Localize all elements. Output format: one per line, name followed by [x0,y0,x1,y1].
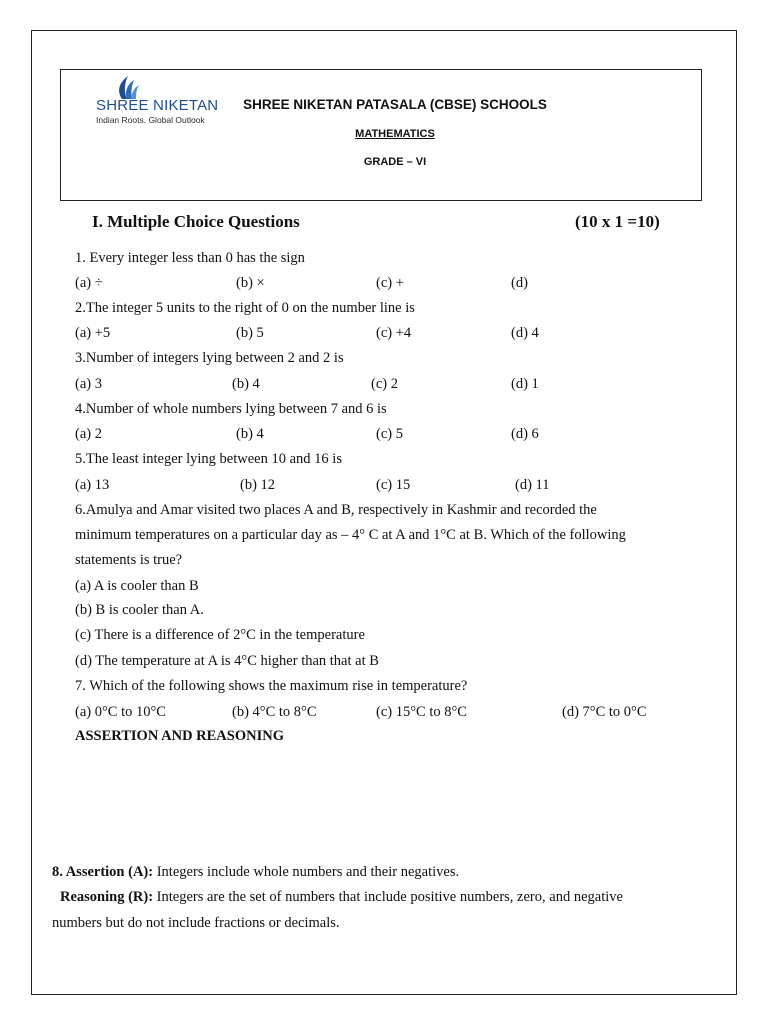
reasoning-label: Reasoning (R): [60,889,154,905]
q5-option-d: (d) 11 [515,477,550,493]
q2-option-d: (d) 4 [511,325,539,341]
q2-option-a: (a) +5 [75,325,111,341]
section-title-assertion: ASSERTION AND REASONING [75,728,284,744]
school-logo [94,74,224,126]
q7-option-b: (b) 4°C to 8°C [232,704,317,720]
assertion-label: 8. Assertion (A): [52,864,154,880]
q3-option-a: (a) 3 [75,376,102,392]
question-6-line-2: minimum temperatures on a particular day as – 4° C at A and 1°C at B. Which of the following [75,527,626,543]
grade-label: GRADE – VI [363,156,427,168]
q2-option-b: (b) 5 [236,325,264,341]
q4-option-c: (c) 5 [376,426,403,442]
q4-option-b: (b) 4 [236,426,264,442]
q2-option-c: (c) +4 [376,325,412,341]
q3-option-d: (d) 1 [511,376,539,392]
q5-option-b: (b) 12 [240,477,276,493]
question-8-reasoning [60,889,623,906]
question-5: 5.The least integer lying between 10 and 16 is [75,451,342,467]
section-title-mcq: I. Multiple Choice Questions [92,212,300,231]
section-marks: (10 x 1 =10) [575,212,660,231]
q4-option-a: (a) 2 [75,426,102,442]
q7-option-a: (a) 0°C to 10°C [75,704,166,720]
logo-name: SHREE NIKETAN [96,97,219,114]
question-7: 7. Which of the following shows the maximum rise in temperature? [75,678,468,694]
assertion-text: Integers include whole numbers and their negatives. [153,864,460,880]
q3-option-c: (c) 2 [371,376,398,392]
question-1: 1. Every integer less than 0 has the sign [75,250,305,266]
question-3: 3.Number of integers lying between 2 and 2 is [75,350,344,366]
q7-option-c: (c) 15°C to 8°C [376,704,467,720]
q5-option-a: (a) 13 [75,477,110,493]
school-name: SHREE NIKETAN PATASALA (CBSE) SCHOOLS [243,97,547,112]
q3-option-b: (b) 4 [232,376,260,392]
q1-option-b: (b) × [236,275,265,291]
q6-option-a: (a) A is cooler than B [75,578,199,594]
q5-option-c: (c) 15 [376,477,411,493]
question-2: 2.The integer 5 units to the right of 0 on the number line is [75,300,415,316]
logo-tagline: Indian Roots. Global Outlook [96,115,205,125]
question-8-assertion [52,864,459,881]
reasoning-text: Integers are the set of numbers that include positive numbers, zero, and negative [153,889,623,905]
q6-option-b: (b) B is cooler than A. [75,602,204,618]
subject-title: MATHEMATICS [355,128,435,140]
question-4: 4.Number of whole numbers lying between 7 and 6 is [75,401,387,417]
question-6-line-3: statements is true? [75,552,183,568]
q4-option-d: (d) 6 [511,426,539,442]
q6-option-c: (c) There is a difference of 2°C in the temperature [75,627,365,643]
q7-option-d: (d) 7°C to 0°C [562,704,647,720]
q1-option-d: (d) [511,275,528,291]
question-6-line-1: 6.Amulya and Amar visited two places A and B, respectively in Kashmir and recorded the [75,502,597,518]
q6-option-d: (d) The temperature at A is 4°C higher than that at B [75,653,379,669]
q1-option-c: (c) + [376,275,404,291]
q1-option-a: (a) ÷ [75,275,103,291]
question-8-reasoning-cont: numbers but do not include fractions or decimals. [52,915,340,931]
